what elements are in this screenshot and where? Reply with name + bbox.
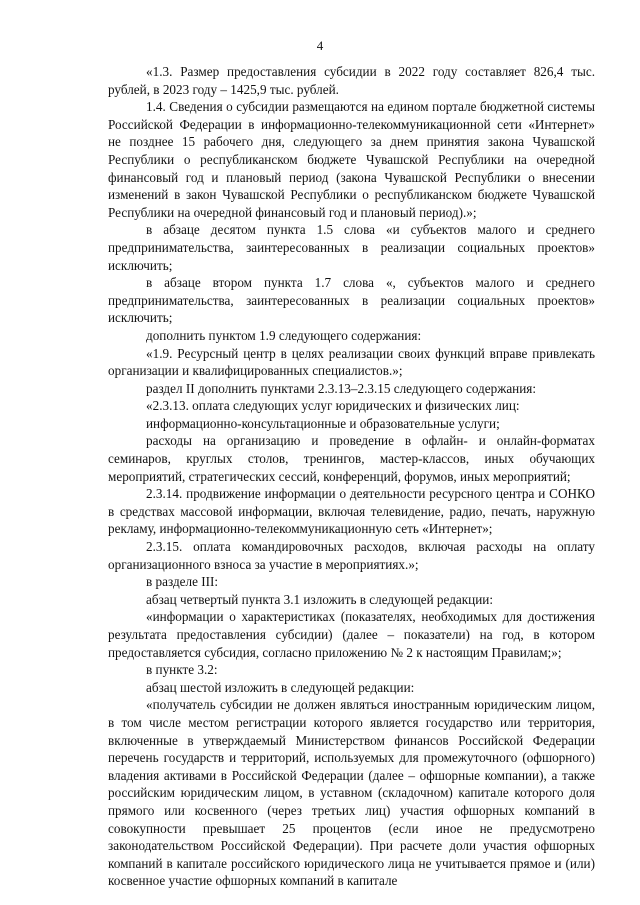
page-number: 4: [316, 38, 324, 53]
paragraph-3-1-amend: абзац четвертый пункта 3.1 изложить в следующей редакции:: [146, 591, 494, 607]
paragraph-2-3-15: 2.3.15. оплата командировочных расходов, включая расходы на оплату организационного взноса за участие в мероприятиях.»;: [108, 539, 595, 572]
paragraph-3-2-text: «получатель субсидии не должен являться иностранным юридическим лицом, в том числе местом регистрации которого является государство или территория, включенные в утверждаемый Министерством финансов Российской Федерации перечень государств и территорий, используемых для промежуточного (офшорного) владения активами в Российской Федерации (далее – офшорные компании), а также российским юридическим лицом, в уставном (складочном) капитале которого доля прямого или косвенного (через третьих лиц) участия офшорных компаний в совокупности превышает 25 процентов (если иное не предусмотрено законодательством Российской Федерации). При расчете доли участия офшорных компаний в капитале российского юридического лица не учитывается прямое и (или) косвенное участие офшорных компаний в капитале: [108, 697, 595, 889]
paragraph-3-2: в пункте 3.2:: [146, 662, 218, 678]
paragraph-1-4: 1.4. Сведения о субсидии размещаются на едином портале бюджетной системы Российской Федерации в информационно-телекоммуникационной сети «Интернет» не позднее 15 рабочего дня, следующего за днем принятия закона Чувашской Республики о республиканском бюджете Чувашской Республики на очередной финансовый год и плановый период (закона Чувашской Республики о внесении изменений в закон Чувашской Республики о республиканском бюджете Чувашской Республики на очередной финансовый год и плановый период).»;: [108, 99, 595, 220]
paragraph-3-2-amend: абзац шестой изложить в следующей редакции:: [146, 679, 415, 695]
paragraph-amend-1-5: в абзаце десятом пункта 1.5 слова «и субъектов малого и среднего предпринимательства, заинтересованных в реализации социальных проектов» исключить;: [108, 222, 595, 273]
paragraph-event-expenses: расходы на организацию и проведение в офлайн- и онлайн-форматах семинаров, круглых столов, тренингов, мастер-классов, иных обучающих мероприятий, стратегических сессий, конференций, форумов, иных мероприятий;: [108, 433, 595, 484]
paragraph-2-3-13: «2.3.13. оплата следующих услуг юридических и физических лиц:: [146, 398, 520, 414]
paragraph-amend-1-7: в абзаце втором пункта 1.7 слова «, субъектов малого и среднего предпринимательства, заинтересованных в реализации социальных проектов» исключить;: [108, 275, 595, 326]
document-body: [108, 63, 595, 890]
paragraph-1-3: «1.3. Размер предоставления субсидии в 2022 году составляет 826,4 тыс. рублей, в 2023 году – 1425,9 тыс. рублей.: [108, 64, 595, 97]
paragraph-consulting-services: информационно-консультационные и образовательные услуги;: [146, 415, 500, 431]
paragraph-1-9: «1.9. Ресурсный центр в целях реализации своих функций вправе привлекать организации и квалифицированных специалистов.»;: [108, 345, 595, 379]
paragraph-section-2-add: раздел II дополнить пунктами 2.3.13–2.3.15 следующего содержания:: [146, 380, 537, 396]
paragraph-add-1-9: дополнить пунктом 1.9 следующего содержания:: [146, 327, 422, 343]
paragraph-section-3: в разделе III:: [146, 574, 219, 590]
paragraph-3-1-text: «информации о характеристиках (показателях, необходимых для достижения результата предоставления субсидии) (далее – показатели) на год, в котором предоставляется субсидия, согласно приложению № 2 к настоящим Правилам;»;: [108, 609, 595, 660]
paragraph-2-3-14: 2.3.14. продвижение информации о деятельности ресурсного центра и СОНКО в средствах массовой информации, включая телевидение, радио, печать, наружную рекламу, информационно-телекоммуникационную сеть «Интернет»;: [108, 486, 595, 537]
